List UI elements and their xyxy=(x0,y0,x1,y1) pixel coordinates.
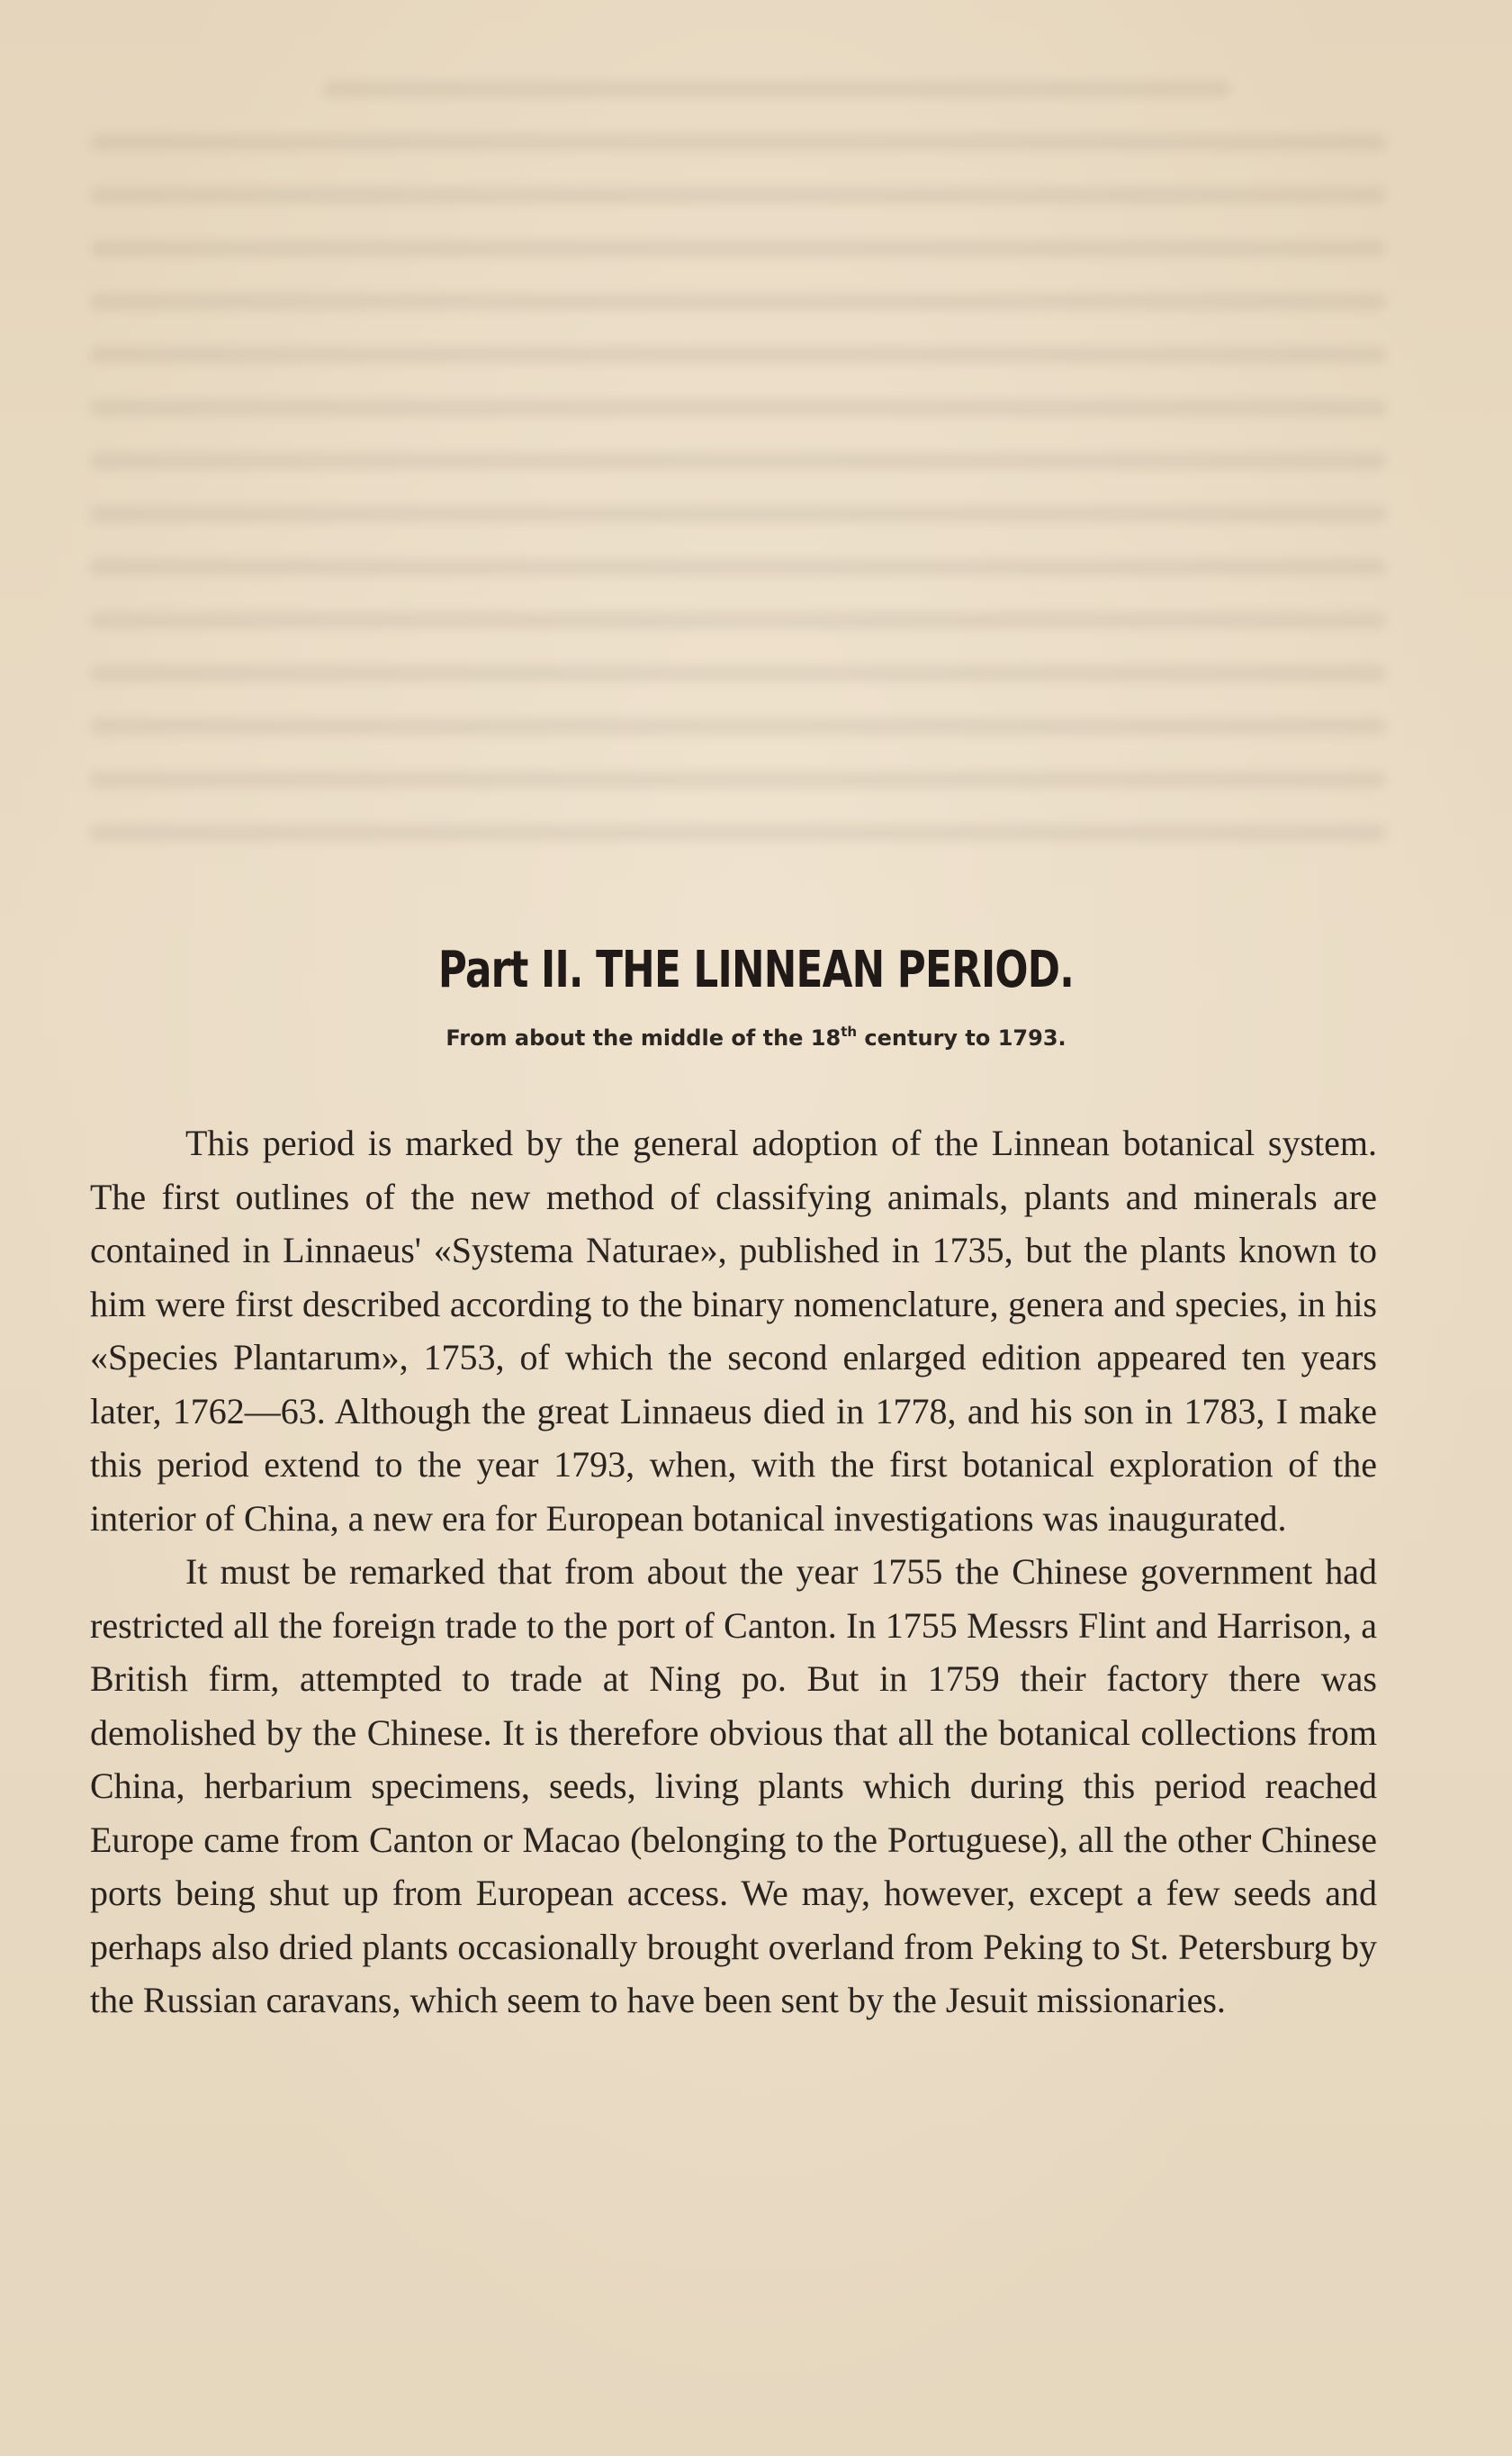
bleed-through-shadow xyxy=(90,81,1386,891)
section-heading: Part II. THE LINNEAN PERIOD. xyxy=(437,941,1075,999)
paragraph-1: This period is marked by the general adoption of the Linnean botanical system. The first outlines of the new method of classifying animals, plants and minerals are contained in Linnaeus' «Systema Naturae», published in 1735, but the plants known to him were first described according to the binary nomenclature, genera and species, in his «Species Plantarum», 1753, of which the second enlarged edition appeared ten years later, 1762—63. Although the great Linnaeus died in 1778, and his son in 1783, I make this period extend to the year 1793, when, with the first botanical exploration of the interior of China, a new era for European botanical investigations was inaugurated. xyxy=(90,1123,1377,1539)
body-text xyxy=(90,1116,1377,2027)
paragraph-2: It must be remarked that from about the year 1755 the Chinese government had restricted all the foreign trade to the port of Canton. In 1755 Messrs Flint and Harrison, a British firm, attempted to trade at Ning po. But in 1759 their factory there was demolished by the Chinese. It is therefore obvious that all the botanical collections from China, herbarium specimens, seeds, living plants which during this period reached Europe came from Canton or Macao (belonging to the Portuguese), all the other Chinese ports being shut up from European access. We may, however, except a few seeds and perhaps also dried plants occasionally brought overland from Peking to St. Petersburg by the Russian caravans, which seem to have been sent by the Jesuit missionaries. xyxy=(90,1551,1377,2020)
subheading-superscript: th xyxy=(841,1024,858,1040)
subheading-suffix: century to 1793. xyxy=(857,1025,1066,1051)
section-subheading xyxy=(0,1024,1512,1051)
subheading-prefix: From about the middle of the 18 xyxy=(446,1025,842,1051)
